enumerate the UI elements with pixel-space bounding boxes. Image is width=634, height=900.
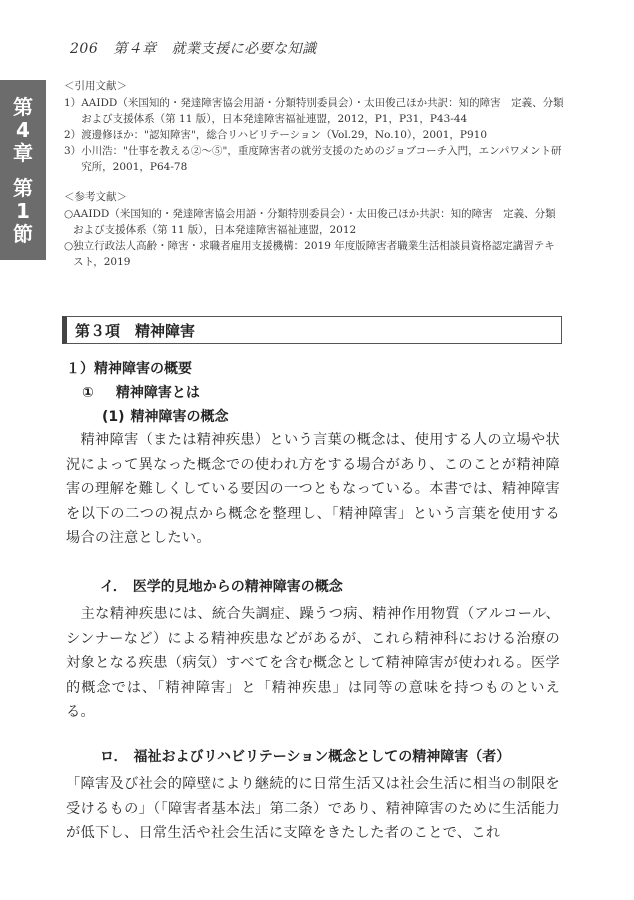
side-tab-char: 4 (16, 118, 30, 142)
chapter-title: 就業支援に必要な知識 (171, 41, 317, 57)
side-tab-char: 章 (13, 141, 33, 165)
heading-level-2-mark: ① (82, 385, 94, 401)
section-title: 第３項 精神障害 (62, 316, 562, 344)
chapter-side-tab (0, 80, 46, 260)
references-heading: ＜参考文献＞ (64, 191, 127, 203)
page-header (70, 38, 317, 58)
reference-item (64, 238, 564, 270)
side-tab-chapter (13, 96, 33, 165)
reference-mark: ○ (64, 208, 74, 220)
citation-mark: 1） (64, 97, 82, 109)
citation-mark: 3） (64, 145, 82, 157)
citation-text: AAIDD（米国知的・発達障害協会用語・分類特別委員会）・太田俊己ほか共訳：知的障害 定義、分類および支援体系（第 11 版），日本発達障害福祉連盟，2012，P1，P31，P43-44 (81, 97, 564, 125)
reference-mark: ○ (64, 240, 74, 252)
side-tab-char: 1 (16, 199, 30, 223)
reference-text: 独立行政法人高齢・障害・求職者雇用支援機構：2019 年度版障害者職業生活相談員資格認定講習テキスト，2019 (73, 240, 555, 268)
reference-item (64, 206, 564, 238)
citation-mark: 2） (64, 129, 82, 141)
reference-list (64, 189, 564, 270)
subheading-text: 福祉およびリハビリテーション概念としての精神障害（者） (133, 749, 511, 765)
citation-text: 小川浩："仕事を教える②～⑤"，重度障害者の就労支援のためのジョブコーチ入門，エンパワメント研究所，2001，P64-78 (81, 145, 562, 173)
side-tab-char: 第 (13, 95, 33, 119)
body-paragraph: 「障害及び社会的障壁により継続的に日常生活又は社会生活に相当の制限を受けるもの」（「障害者基本法」第二条）であり、精神障害のために生活能力が低下し、日常生活や社会生活に支障をきたした者のことで、これ (66, 776, 560, 842)
page-number: 206 (70, 41, 99, 57)
citation-item (64, 95, 564, 127)
citation-item (64, 127, 564, 143)
citation-item (64, 143, 564, 175)
subheading-mark: ロ． (100, 749, 128, 765)
heading-level-3 (102, 406, 229, 426)
body-paragraph: 精神障害（または精神疾患）という言葉の概念は、使用する人の立場や状況によって異なった概念での使われ方をする場合があり、このことが精神障害の理解を難しくしている要因の一つともなっている。本書では、精神障害を以下の二つの視点から概念を整理し、「精神障害」という言葉を使用する場合の注意としたい。 (66, 432, 560, 547)
subheading-mark: イ． (100, 579, 127, 595)
citations-list (64, 78, 564, 175)
citations-heading: ＜引用文献＞ (64, 80, 127, 92)
body-paragraph: 主な精神疾患には、統合失調症、躁うつ病、精神作用物質（アルコール、シンナーなど）による精神疾患などがあるが、これら精神科における治療の対象となる疾患（病気）すべてを含む概念として精神障害が使われる。医学的概念では、「精神障害」と「精神疾患」は同等の意味を持つものといえる。 (66, 606, 560, 721)
subheading (100, 576, 343, 596)
heading-level-1: １）精神障害の概要 (66, 361, 192, 377)
citation-text: 渡邊修ほか："認知障害"，総合リハビリテーション（Vol.29，No.10），2001，P910 (81, 129, 487, 141)
heading-level-3-mark: (1) (102, 409, 125, 425)
subheading (100, 746, 510, 766)
side-tab-char: 第 (13, 176, 33, 200)
heading-level-3-text: 精神障害の概念 (130, 409, 229, 425)
heading-level-2-text: 精神障害とは (115, 385, 200, 401)
side-tab-section (13, 177, 33, 246)
side-tab-char: 節 (13, 222, 33, 246)
chapter-label: 第４章 (113, 41, 157, 57)
heading-level-2 (82, 382, 200, 402)
references-block (64, 78, 564, 284)
reference-text: AAIDD（米国知的・発達障害協会用語・分類特別委員会）・太田俊己ほか共訳：知的障害 定義、分類および支援体系（第 11 版），日本発達障害福祉連盟，2012 (73, 208, 556, 236)
subheading-text: 医学的見地からの精神障害の概念 (132, 579, 343, 595)
